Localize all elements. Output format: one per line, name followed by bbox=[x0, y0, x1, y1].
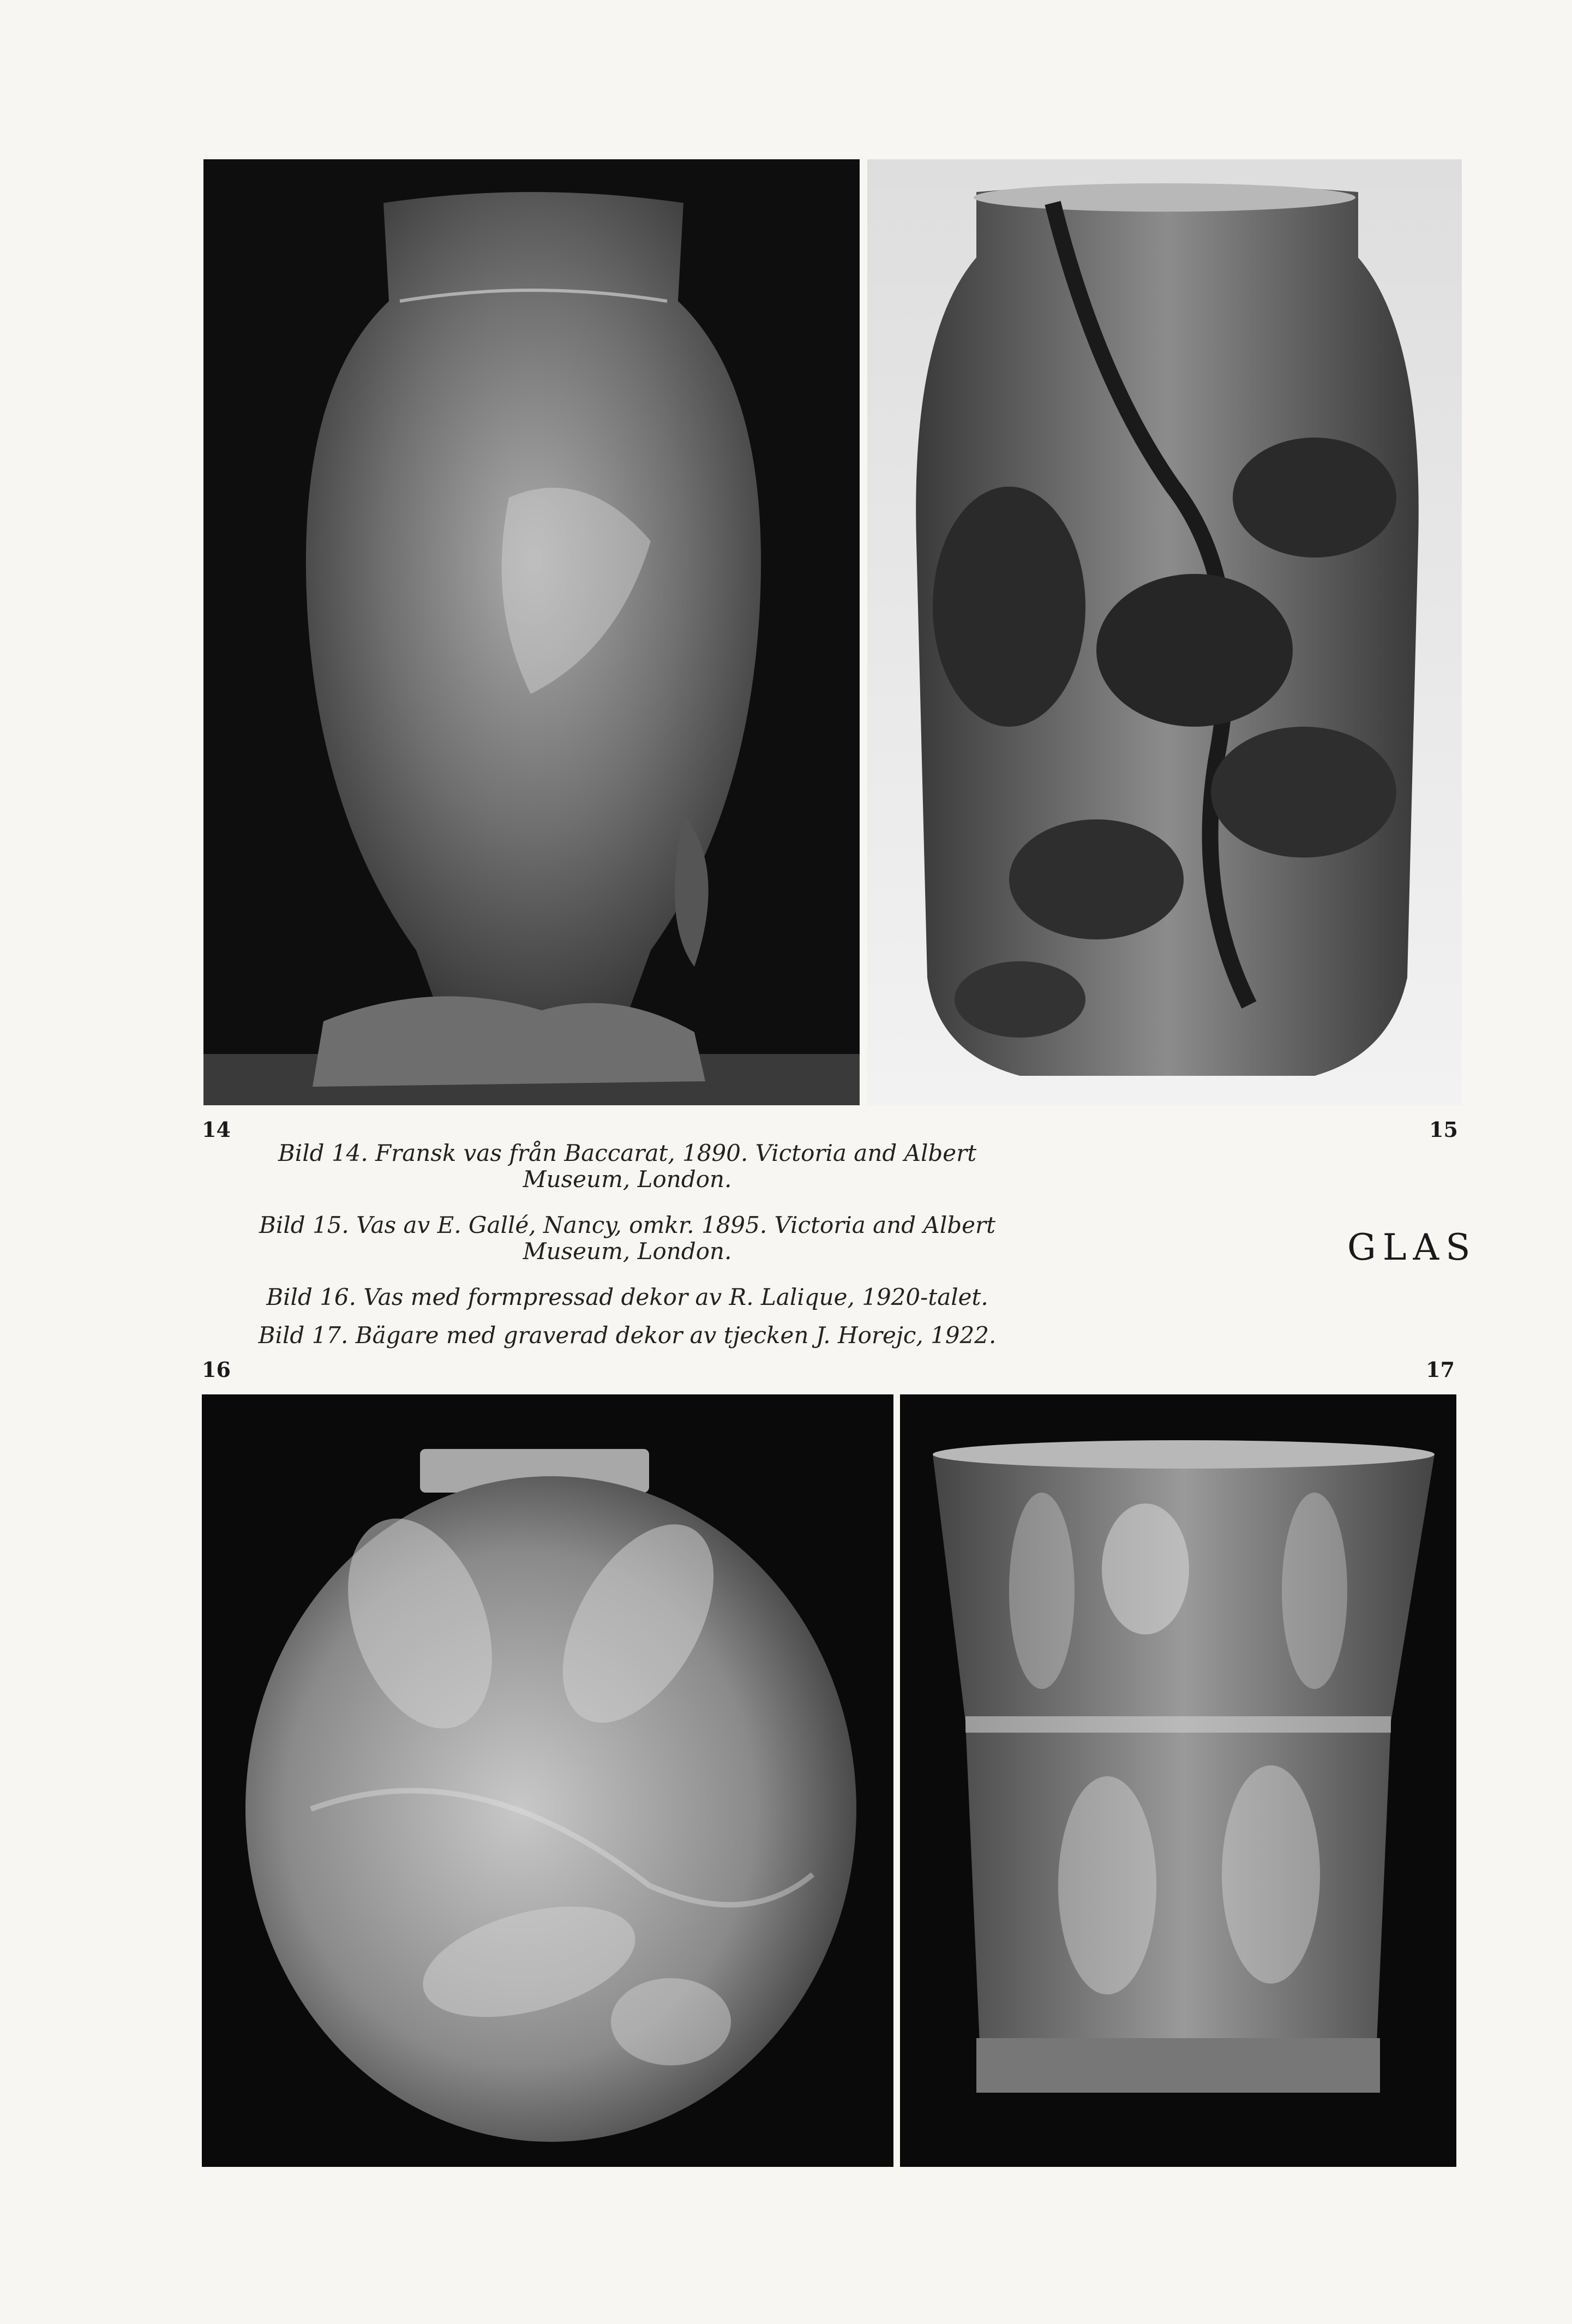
photo-galle-vase bbox=[867, 159, 1462, 1105]
caption-14: Bild 14. Fransk vas från Baccarat, 1890. Victoria and Albert Museum, London. bbox=[278, 1140, 977, 1193]
caption-17: Bild 17. Bägare med graverad dekor av tjecken J. Horejc, 1922. bbox=[258, 1322, 997, 1349]
photo-horejc-beaker bbox=[900, 1394, 1456, 2167]
caption-16: Bild 16. Vas med formpressad dekor av R. Lalique, 1920-talet. bbox=[266, 1284, 988, 1310]
caption-block bbox=[240, 1140, 1015, 1368]
section-title: GLAS bbox=[1347, 1226, 1477, 1268]
figure-number-17: 17 bbox=[1426, 1357, 1455, 1382]
photo-lalique-vase bbox=[202, 1394, 893, 2167]
figure-number-14: 14 bbox=[202, 1117, 231, 1142]
figure-number-16: 16 bbox=[202, 1357, 231, 1382]
caption-15: Bild 15. Vas av E. Gallé, Nancy, omkr. 1895. Victoria and Albert Museum, London. bbox=[259, 1212, 995, 1265]
figure-number-15: 15 bbox=[1429, 1117, 1458, 1142]
photo-baccarat-vase bbox=[203, 159, 860, 1105]
